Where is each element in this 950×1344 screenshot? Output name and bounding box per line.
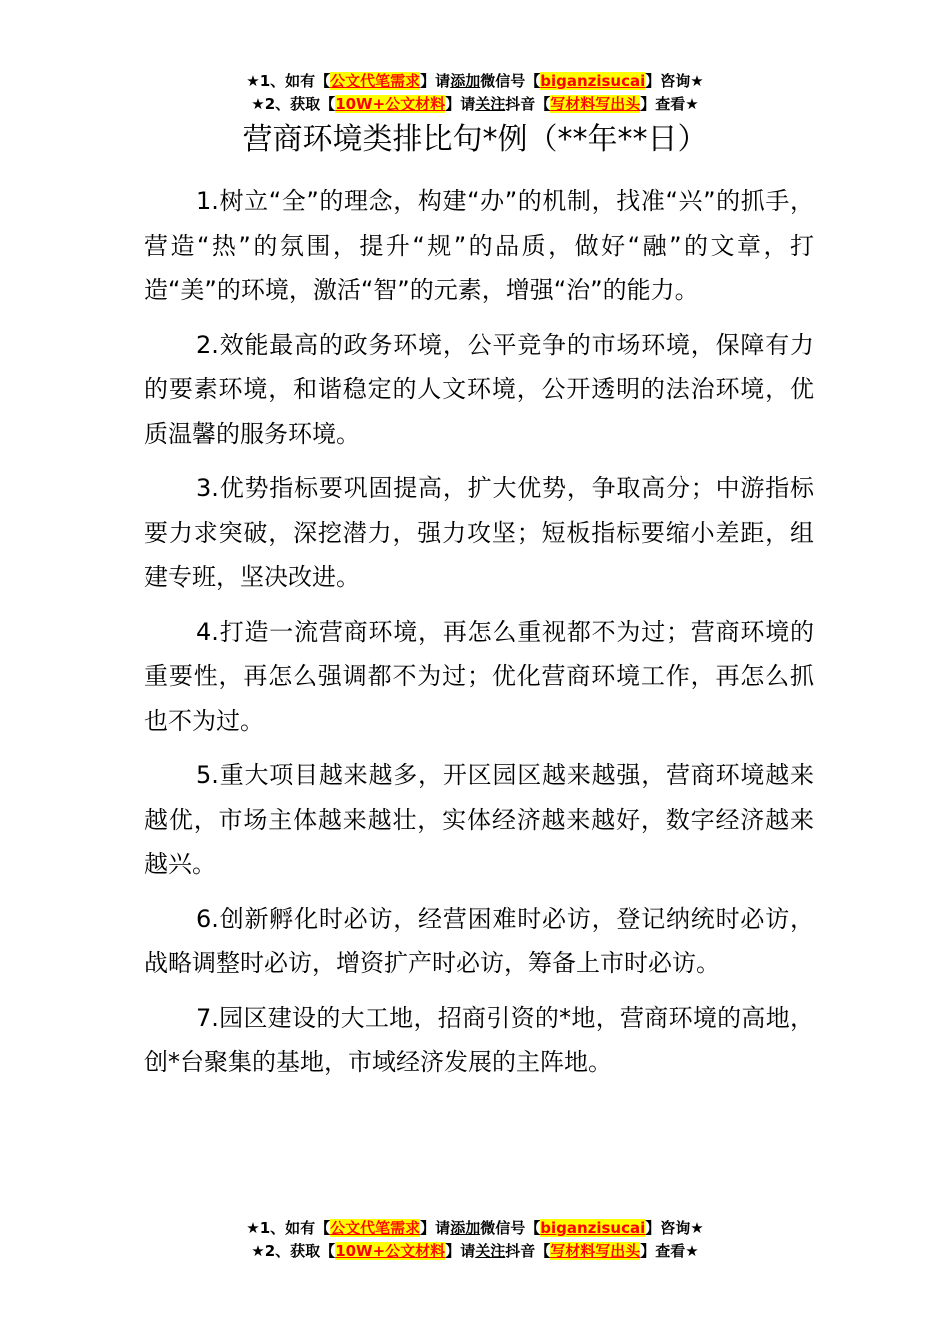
paragraph-5: 5.重大项目越来越多，开区园区越来越强，营商环境越来越优，市场主体越来越壮，实体经济越来越好，数字经济越来越兴。 [144, 761, 814, 878]
footer-banner [0, 1217, 950, 1263]
footer-highlight-materials: 10W+公文材料 [335, 1242, 446, 1260]
footer-banner-line-2: ★2、获取【10W+公文材料】请关注抖音【写材料写出头】查看★ [251, 1242, 699, 1260]
header-banner [0, 70, 950, 116]
banner-line-2: ★2、获取【10W+公文材料】请关注抖音【写材料写出头】查看★ [251, 95, 699, 113]
banner-highlight-service: 公文代笔需求 [330, 72, 421, 90]
footer-banner-line-1: ★1、如有【公文代笔需求】请添加微信号【biganzisucai】咨询★ [246, 1219, 704, 1237]
paragraph-2: 2.效能最高的政务环境，公平竞争的市场环境，保障有力的要素环境，和谐稳定的人文环境，公开透明的法治环境，优质温馨的服务环境。 [144, 330, 814, 448]
paragraph-6: 6.创新孵化时必访，经营困难时必访，登记纳统时必访，战略调整时必访，增资扩产时必访，筹备上市时必访。 [144, 904, 814, 977]
paragraph-4: 4.打造一流营商环境，再怎么重视都不为过；营商环境的重要性，再怎么强调都不为过；优化营商环境工作，再怎么抓也不为过。 [144, 617, 814, 735]
banner-highlight-materials: 10W+公文材料 [335, 95, 446, 113]
document-body [144, 179, 814, 1095]
footer-highlight-service: 公文代笔需求 [330, 1219, 421, 1237]
paragraph-1: 1.树立“全”的理念，构建“办”的机制，找准“兴”的抓手，营造“热”的氛围，提升“规”的品质，做好“融”的文章，打造“美”的环境，激活“智”的元素，增强“治”的能力。 [144, 187, 814, 304]
paragraph-3: 3.优势指标要巩固提高，扩大优势，争取高分；中游指标要力求突破，深挖潜力，强力攻坚；短板指标要缩小差距，组建专班，坚决改进。 [144, 474, 814, 591]
footer-wechat-id: biganzisucai [540, 1219, 646, 1237]
banner-line-1: ★1、如有【公文代笔需求】请添加微信号【biganzisucai】咨询★ [246, 72, 704, 90]
banner-douyin-account: 写材料写出头 [550, 95, 641, 113]
paragraph-7: 7.园区建设的大工地，招商引资的*地，营商环境的高地，创*台聚集的基地，市域经济发展的主阵地。 [144, 1003, 814, 1076]
footer-douyin-account: 写材料写出头 [550, 1242, 641, 1260]
banner-wechat-id: biganzisucai [540, 72, 646, 90]
document-title: 营商环境类排比句*例（**年**日） [242, 122, 708, 157]
